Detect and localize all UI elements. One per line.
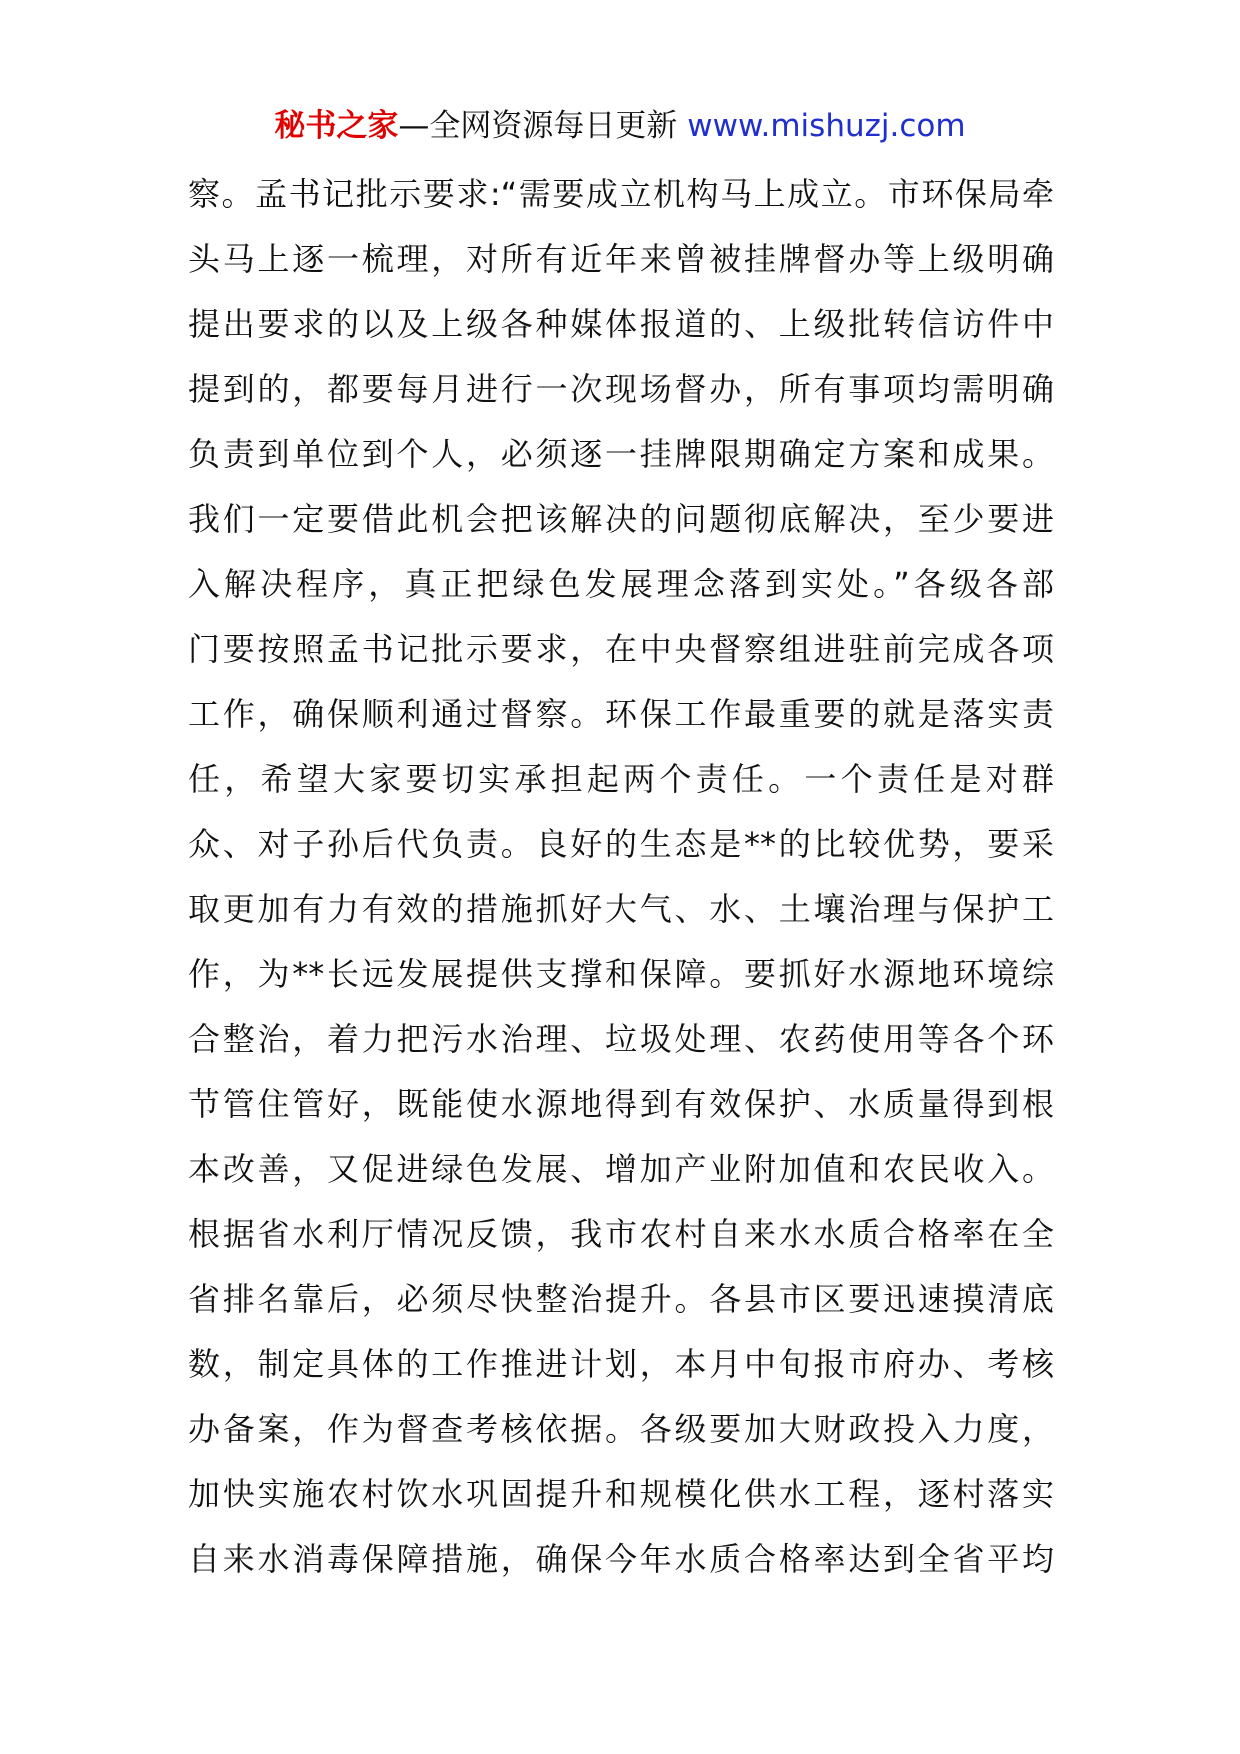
text-line: 负责到单位到个人，必须逐一挂牌限期确定方案和成果。	[188, 435, 1054, 473]
page-header	[0, 104, 1240, 148]
text-line: 加快实施农村饮水巩固提升和规模化供水工程，逐村落实	[188, 1475, 1054, 1513]
text-line: 入解决程序，真正把绿色发展理念落到实处。”各级各部	[188, 565, 1054, 603]
text-line: 本改善，又促进绿色发展、增加产业附加值和农民收入。	[188, 1150, 1054, 1188]
text-line: 我们一定要借此机会把该解决的问题彻底解决，至少要进	[188, 500, 1054, 538]
text-line: 省排名靠后，必须尽快整治提升。各县市区要迅速摸清底	[188, 1280, 1054, 1318]
text-line: 数，制定具体的工作推进计划，本月中旬报市府办、考核	[188, 1345, 1054, 1383]
text-line: 众、对子孙后代负责。良好的生态是**的比较优势，要采	[188, 825, 1054, 863]
text-line: 工作，确保顺利通过督察。环保工作最重要的就是落实责	[188, 695, 1054, 733]
text-line: 头马上逐一梳理，对所有近年来曾被挂牌督办等上级明确	[188, 240, 1054, 278]
text-line: 根据省水利厅情况反馈，我市农村自来水水质合格率在全	[188, 1215, 1054, 1253]
header-brand: 秘书之家	[274, 108, 399, 144]
text-line: 节管住管好，既能使水源地得到有效保护、水质量得到根	[188, 1085, 1054, 1123]
header-tagline: —全网资源每日更新	[398, 108, 688, 144]
text-line: 取更加有力有效的措施抓好大气、水、土壤治理与保护工	[188, 890, 1054, 928]
text-line: 作，为**长远发展提供支撑和保障。要抓好水源地环境综	[188, 955, 1054, 993]
body-paragraph	[188, 162, 1054, 1592]
text-line: 提出要求的以及上级各种媒体报道的、上级批转信访件中	[188, 305, 1054, 343]
header-url-link[interactable]: www.mishuzj.com	[687, 108, 966, 144]
text-line: 门要按照孟书记批示要求，在中央督察组进驻前完成各项	[188, 630, 1054, 668]
text-line: 提到的，都要每月进行一次现场督办，所有事项均需明确	[188, 370, 1054, 408]
text-line: 自来水消毒保障措施，确保今年水质合格率达到全省平均	[188, 1540, 1054, 1578]
text-line: 察。孟书记批示要求:“需要成立机构马上成立。市环保局牵	[188, 175, 1054, 213]
text-line: 合整治，着力把污水治理、垃圾处理、农药使用等各个环	[188, 1020, 1054, 1058]
text-line: 任，希望大家要切实承担起两个责任。一个责任是对群	[188, 760, 1054, 798]
text-line: 办备案，作为督查考核依据。各级要加大财政投入力度，	[188, 1410, 1054, 1448]
